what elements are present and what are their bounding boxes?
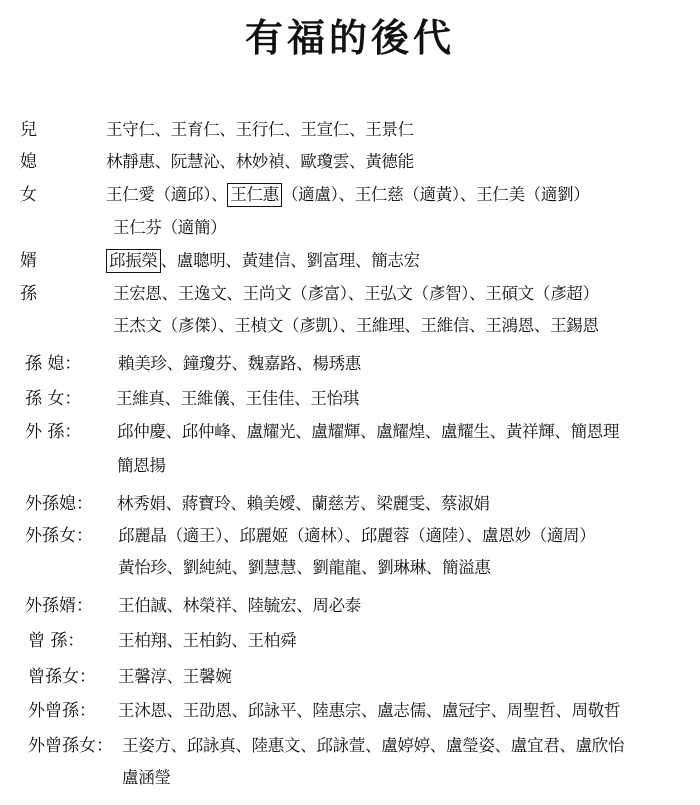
entry-row	[0, 311, 700, 341]
name-segment: 王仁愛（適邱）、	[106, 185, 228, 204]
entry-row	[0, 180, 700, 210]
relation-label: 外曾孫女：	[28, 736, 113, 756]
name-segment: 王柏翔、王柏鈞、王柏舜	[118, 631, 297, 650]
entry-row	[0, 553, 700, 583]
relation-label: 兒	[20, 120, 37, 140]
names-text	[117, 489, 490, 519]
entry-row	[0, 246, 700, 276]
entry-row	[0, 626, 700, 656]
names-text	[106, 180, 589, 210]
relation-label: 孫	[20, 284, 37, 304]
entry-row	[0, 489, 700, 519]
relation-label: 媳	[20, 152, 37, 172]
name-segment: 邱仲慶、邱仲峰、盧耀光、盧耀輝、盧耀煌、盧耀生、黃祥輝、簡恩理	[117, 422, 620, 441]
relation-label: 外孫女：	[25, 526, 93, 546]
entry-row	[0, 417, 700, 447]
relation-label: 孫 女：	[25, 389, 82, 409]
name-segment: 王宏恩、王逸文、王尚文（彥富）、王弘文（彥智）、王碩文（彥超）	[113, 284, 599, 303]
highlighted-name: 王仁惠	[227, 183, 282, 207]
entry-row	[0, 731, 700, 761]
names-text	[118, 591, 361, 621]
name-segment: 賴美珍、鐘瓊芬、魏嘉路、楊琇惠	[118, 354, 362, 373]
relation-label: 孫 媳：	[25, 354, 82, 374]
name-segment: 林秀娟、蔣寶玲、賴美嬡、蘭慈芳、梁麗雯、蔡淑娟	[117, 494, 490, 513]
names-text	[106, 115, 414, 145]
names-text	[118, 696, 620, 726]
name-segment: 盧涵瑩	[122, 768, 171, 787]
name-segment: 王仁芬（適簡）	[113, 218, 227, 237]
names-text	[118, 553, 491, 583]
names-text	[113, 279, 599, 309]
names-text	[117, 451, 166, 481]
name-segment: 王伯誠、林榮祥、陸毓宏、周必泰	[118, 596, 362, 615]
highlighted-name: 邱振榮	[106, 249, 161, 273]
name-segment: 王杰文（彥傑）、王楨文（彥凱）、王維理、王維信、王鴻恩、王錫恩	[113, 316, 599, 335]
names-text	[113, 311, 599, 341]
names-text	[118, 626, 296, 656]
name-segment: 王守仁、王育仁、王行仁、王宣仁、王景仁	[106, 120, 414, 139]
name-segment: 黃怡珍、劉純純、劉慧慧、劉龍龍、劉琳琳、簡溢惠	[118, 558, 491, 577]
entry-row	[0, 213, 700, 243]
name-segment: 、盧聰明、黃建信、劉富理、簡志宏	[160, 251, 420, 270]
name-segment: 王沐恩、王劭恩、邱詠平、陸惠宗、盧志儒、盧冠宇、周聖哲、周敬哲	[118, 701, 621, 720]
relation-label: 外孫婿：	[25, 596, 93, 616]
names-text	[117, 417, 619, 447]
entry-row	[0, 696, 700, 726]
names-text	[118, 521, 595, 551]
names-text	[116, 384, 359, 414]
relation-label: 外孫媳：	[25, 494, 93, 514]
relation-label: 曾孫女：	[28, 667, 96, 687]
entry-row	[0, 591, 700, 621]
relation-label: 外曾孫：	[28, 701, 96, 721]
names-text	[118, 349, 361, 379]
entry-row	[0, 147, 700, 177]
entry-row	[0, 763, 700, 793]
name-segment: （適盧）、王仁慈（適黃）、王仁美（適劉）	[281, 185, 590, 204]
page-title: 有福的後代	[244, 16, 455, 60]
relation-label: 外 孫：	[25, 422, 82, 442]
names-text	[118, 662, 231, 692]
relation-label: 婿	[20, 251, 37, 271]
names-text	[106, 246, 420, 276]
entry-row	[0, 451, 700, 481]
relation-label: 女	[20, 185, 37, 205]
name-segment: 王維真、王維儀、王佳佳、王怡琪	[116, 389, 360, 408]
name-segment: 邱麗晶（適王）、邱麗姬（適林）、邱麗蓉（適陸）、盧恩妙（適周）	[118, 526, 596, 545]
names-text	[122, 763, 171, 793]
entry-row	[0, 349, 700, 379]
entry-row	[0, 115, 700, 145]
name-segment: 王馨淳、王馨婉	[118, 667, 232, 686]
names-text	[113, 213, 226, 243]
name-segment: 林靜惠、阮慧沁、林妙禎、歐瓊雲、黃德能	[106, 152, 414, 171]
entry-row	[0, 279, 700, 309]
names-text	[106, 147, 414, 177]
entry-row	[0, 384, 700, 414]
names-text	[122, 731, 624, 761]
relation-label: 曾 孫：	[28, 631, 85, 651]
name-segment: 王姿方、邱詠真、陸惠文、邱詠萱、盧婷婷、盧瑩姿、盧宜君、盧欣怡	[122, 736, 625, 755]
name-segment: 簡恩揚	[117, 456, 166, 475]
entry-row	[0, 662, 700, 692]
entry-row	[0, 521, 700, 551]
